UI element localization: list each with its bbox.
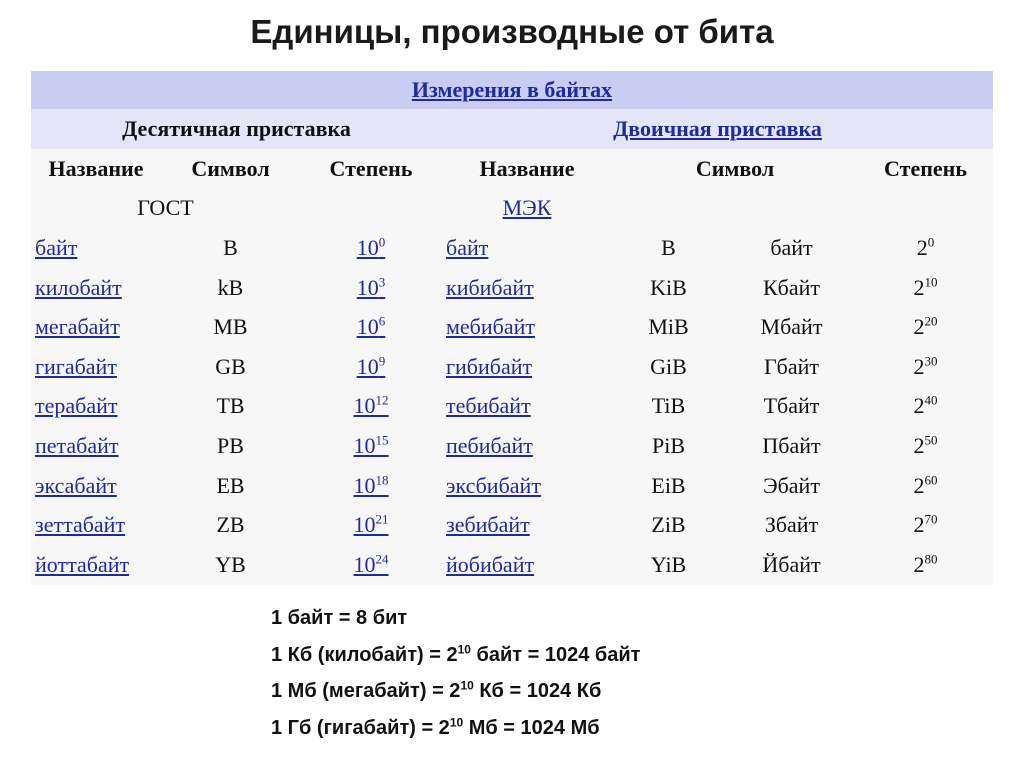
dec-power-cell: [300, 307, 442, 347]
bin-power-exp: 40: [924, 393, 938, 409]
col-header-dec-power: Степень: [300, 149, 442, 189]
dec-name-link[interactable]: байт: [35, 234, 78, 260]
bin-power-base: 2: [913, 314, 925, 340]
bin-symbol: B: [612, 228, 725, 268]
bin-power-base: 2: [913, 393, 925, 419]
bin-name-cell: [442, 307, 612, 347]
units-table-body: [31, 71, 993, 585]
bin-name-link[interactable]: гибибайт: [446, 353, 533, 379]
bin-power: [858, 426, 993, 466]
dec-symbol: B: [161, 228, 300, 268]
dec-power-link[interactable]: [354, 393, 389, 418]
dec-power-cell: [300, 228, 442, 268]
dec-name-cell: [31, 268, 161, 308]
bin-name-link[interactable]: мебибайт: [446, 314, 535, 340]
note-text-rest: байт = 1024 байт: [470, 643, 641, 666]
dec-name-link[interactable]: килобайт: [35, 274, 122, 300]
dec-power-cell: [300, 347, 442, 387]
dec-power-cell: [300, 387, 442, 427]
col-header-bin-name: Название: [442, 149, 612, 189]
bin-symbol: TiB: [612, 387, 725, 427]
dec-name-link[interactable]: терабайт: [35, 393, 118, 419]
note-line: [271, 673, 640, 710]
table-row: [31, 268, 993, 308]
dec-name-link[interactable]: мегабайт: [35, 314, 120, 340]
note-line: [271, 637, 640, 674]
col-header-dec-name: Название: [31, 149, 161, 189]
table-row: [31, 466, 993, 506]
bin-symbol: YiB: [612, 545, 725, 585]
dec-power-base: 10: [353, 551, 376, 577]
note-line: [271, 600, 640, 637]
prefix-row: [31, 109, 993, 149]
dec-symbol: PB: [161, 426, 300, 466]
dec-power-exp: 15: [375, 432, 389, 448]
bin-power-base: 2: [913, 432, 925, 458]
bin-symbol: ZiB: [612, 505, 725, 545]
col-header-bin-symbol: Символ: [612, 149, 858, 189]
dec-power-exp: 9: [378, 353, 386, 369]
bin-symbol: EiB: [612, 466, 725, 506]
note-exponent: 10: [460, 678, 474, 693]
note-text-rest: Мб = 1024 Мб: [463, 716, 600, 739]
dec-power-exp: 21: [375, 511, 389, 527]
dec-power-base: 10: [356, 314, 379, 340]
bin-symbol: MiB: [612, 307, 725, 347]
dec-power-exp: 24: [375, 551, 389, 567]
note-exponent: 10: [449, 714, 464, 729]
bin-power-base: 2: [913, 353, 925, 379]
notes-block: [271, 600, 640, 746]
dec-name-cell: [31, 347, 161, 387]
dec-power-link[interactable]: [357, 235, 386, 260]
dec-power-link[interactable]: [357, 354, 386, 379]
bin-power: [858, 466, 993, 506]
table-row: [31, 347, 993, 387]
note-text: 1 Мб (мегабайт) = 2: [271, 680, 461, 702]
bin-name-link[interactable]: байт: [446, 234, 489, 260]
page-title: Единицы, производные от бита: [250, 13, 774, 50]
note-text-rest: Кб = 1024 Кб: [473, 680, 602, 702]
dec-name-cell: [31, 387, 161, 427]
table-caption: [31, 71, 993, 109]
bin-name-cell: [442, 347, 612, 387]
bin-symbol-ru: Йбайт: [725, 545, 858, 585]
caption-link[interactable]: Измерения в байтах: [411, 77, 613, 102]
dec-power-cell: [300, 545, 442, 585]
col-header-dec-symbol: Символ: [161, 149, 300, 189]
note-text: 1 Кб (килобайт) = 2: [271, 643, 458, 666]
empty-cell: [612, 189, 993, 229]
table-row: [31, 505, 993, 545]
bin-power: [858, 545, 993, 585]
dec-power-link[interactable]: [354, 552, 389, 577]
dec-power-link[interactable]: [354, 512, 389, 537]
dec-power-base: 10: [353, 512, 376, 538]
dec-symbol: EB: [161, 466, 300, 506]
bin-name-link[interactable]: зебибайт: [446, 512, 530, 538]
bin-symbol-ru: Кбайт: [725, 268, 858, 308]
bin-power-base: 2: [913, 512, 925, 538]
dec-power-base: 10: [356, 274, 379, 300]
note-text: 1 Гб (гигабайт) = 2: [271, 716, 450, 739]
bin-symbol-ru: Эбайт: [725, 466, 858, 506]
bin-name-link[interactable]: пебибайт: [446, 432, 533, 458]
bin-power-exp: 30: [924, 353, 938, 369]
bin-symbol-ru: Пбайт: [725, 426, 858, 466]
dec-name-cell: [31, 307, 161, 347]
dec-symbol: MB: [161, 307, 300, 347]
dec-symbol: ZB: [161, 505, 300, 545]
dec-name-cell: [31, 466, 161, 506]
bin-name-cell: [442, 268, 612, 308]
col-header-bin-power: Степень: [858, 149, 993, 189]
bin-name-link[interactable]: йобибайт: [446, 551, 535, 577]
decimal-prefix-header: Десятичная приставка: [31, 109, 442, 149]
bin-power-base: 2: [913, 274, 925, 300]
note-text: 1 байт = 8 бит: [271, 607, 408, 629]
dec-power-cell: [300, 268, 442, 308]
bin-power: [858, 228, 993, 268]
standard-iec-cell: [442, 189, 612, 229]
dec-symbol: kB: [161, 268, 300, 308]
dec-name-link[interactable]: йоттабайт: [35, 551, 130, 577]
bin-power-exp: 50: [924, 432, 938, 448]
table-row: [31, 545, 993, 585]
bin-symbol: GiB: [612, 347, 725, 387]
caption-row: [31, 71, 993, 109]
bin-name-cell: [442, 426, 612, 466]
bin-power-exp: 80: [924, 551, 938, 567]
dec-power-exp: 12: [375, 393, 389, 409]
dec-symbol: GB: [161, 347, 300, 387]
bin-name-link[interactable]: тебибайт: [446, 393, 531, 419]
bin-name-link[interactable]: эксбибайт: [446, 472, 541, 498]
bin-symbol-ru: Мбайт: [725, 307, 858, 347]
bin-power: [858, 347, 993, 387]
dec-power-exp: 6: [378, 313, 386, 329]
bin-power: [858, 268, 993, 308]
bin-power-exp: 0: [927, 234, 935, 250]
dec-name-cell: [31, 545, 161, 585]
table-row: [31, 307, 993, 347]
bin-symbol-ru: байт: [725, 228, 858, 268]
dec-power-exp: 18: [375, 472, 389, 488]
bin-power: [858, 387, 993, 427]
dec-power-cell: [300, 466, 442, 506]
bin-power-exp: 20: [924, 313, 938, 329]
bin-power-base: 2: [913, 472, 925, 498]
dec-name-link[interactable]: зеттабайт: [35, 512, 126, 538]
dec-symbol: YB: [161, 545, 300, 585]
dec-name-cell: [31, 228, 161, 268]
bin-symbol: KiB: [612, 268, 725, 308]
dec-name-link[interactable]: эксабайт: [35, 472, 117, 498]
standard-gost: ГОСТ: [31, 189, 300, 229]
bin-symbol: PiB: [612, 426, 725, 466]
dec-power-base: 10: [356, 353, 379, 379]
bin-power-exp: 10: [924, 274, 938, 290]
dec-power-cell: [300, 505, 442, 545]
bin-symbol-ru: Гбайт: [725, 347, 858, 387]
dec-power-exp: 3: [378, 274, 386, 290]
bin-power: [858, 307, 993, 347]
bin-power-exp: 70: [924, 511, 938, 527]
dec-name-link[interactable]: гигабайт: [35, 353, 117, 379]
dec-name-cell: [31, 426, 161, 466]
dec-name-cell: [31, 505, 161, 545]
empty-cell: [300, 189, 442, 229]
bin-symbol-ru: Збайт: [725, 505, 858, 545]
bin-name-cell: [442, 545, 612, 585]
dec-power-link[interactable]: [354, 473, 389, 498]
note-exponent: 10: [457, 641, 471, 656]
dec-name-link[interactable]: петабайт: [35, 432, 119, 458]
dec-power-base: 10: [353, 432, 376, 458]
dec-power-base: 10: [353, 393, 376, 419]
bin-name-cell: [442, 466, 612, 506]
bin-power-base: 2: [916, 234, 928, 260]
dec-power-link[interactable]: [357, 314, 386, 339]
bin-power-base: 2: [913, 551, 925, 577]
table-row: [31, 426, 993, 466]
note-line: [271, 710, 640, 747]
bin-power: [858, 505, 993, 545]
standard-iec-link[interactable]: МЭК: [502, 195, 552, 221]
binary-prefix-link[interactable]: Двоичная приставка: [613, 116, 822, 141]
column-header-row: [31, 149, 993, 189]
dec-power-exp: 0: [378, 234, 386, 250]
bin-name-cell: [442, 387, 612, 427]
table-row: [31, 228, 993, 268]
dec-power-link[interactable]: [357, 275, 386, 300]
standards-row: [31, 189, 993, 229]
dec-power-cell: [300, 426, 442, 466]
bin-name-cell: [442, 505, 612, 545]
dec-symbol: TB: [161, 387, 300, 427]
bin-power-exp: 60: [924, 472, 938, 488]
dec-power-base: 10: [356, 234, 379, 260]
bin-symbol-ru: Тбайт: [725, 387, 858, 427]
bin-name-cell: [442, 228, 612, 268]
dec-power-base: 10: [353, 472, 376, 498]
bin-name-link[interactable]: кибибайт: [446, 274, 534, 300]
binary-prefix-header: [442, 109, 993, 149]
table-row: [31, 387, 993, 427]
dec-power-link[interactable]: [354, 433, 389, 458]
units-table: [31, 71, 993, 585]
